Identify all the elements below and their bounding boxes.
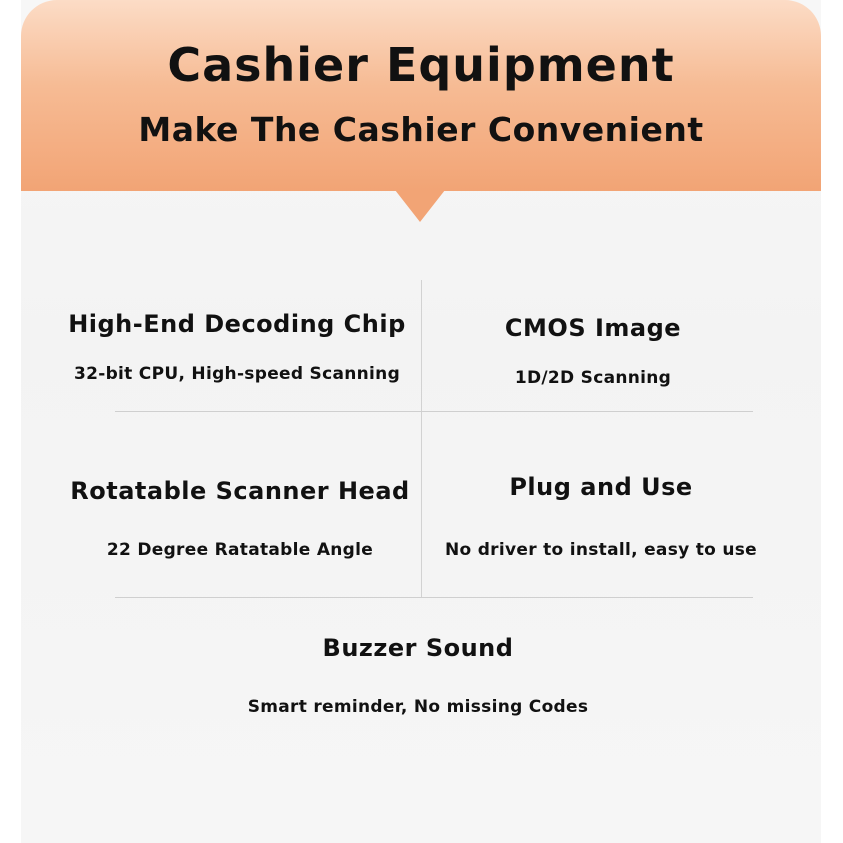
feature-title-buzzer-sound: Buzzer Sound (322, 634, 514, 662)
header-banner (21, 0, 821, 191)
feature-desc-plug-and-use: No driver to install, easy to use (444, 540, 757, 560)
horizontal-divider-1 (115, 411, 753, 412)
header-pointer (395, 190, 445, 222)
feature-desc-buzzer-sound: Smart reminder, No missing Codes (247, 697, 589, 717)
feature-desc-rotatable-head: 22 Degree Ratatable Angle (106, 540, 374, 560)
feature-title-cmos-image: CMOS Image (504, 314, 682, 342)
page-title: Cashier Equipment (167, 38, 675, 92)
horizontal-divider-2 (115, 597, 753, 598)
feature-desc-decoding-chip: 32-bit CPU, High-speed Scanning (73, 364, 401, 384)
feature-title-decoding-chip: High-End Decoding Chip (68, 310, 406, 338)
page-subtitle: Make The Cashier Convenient (138, 110, 704, 149)
feature-desc-cmos-image: 1D/2D Scanning (514, 368, 672, 388)
feature-title-plug-and-use: Plug and Use (509, 473, 693, 501)
feature-title-rotatable-head: Rotatable Scanner Head (70, 477, 410, 505)
